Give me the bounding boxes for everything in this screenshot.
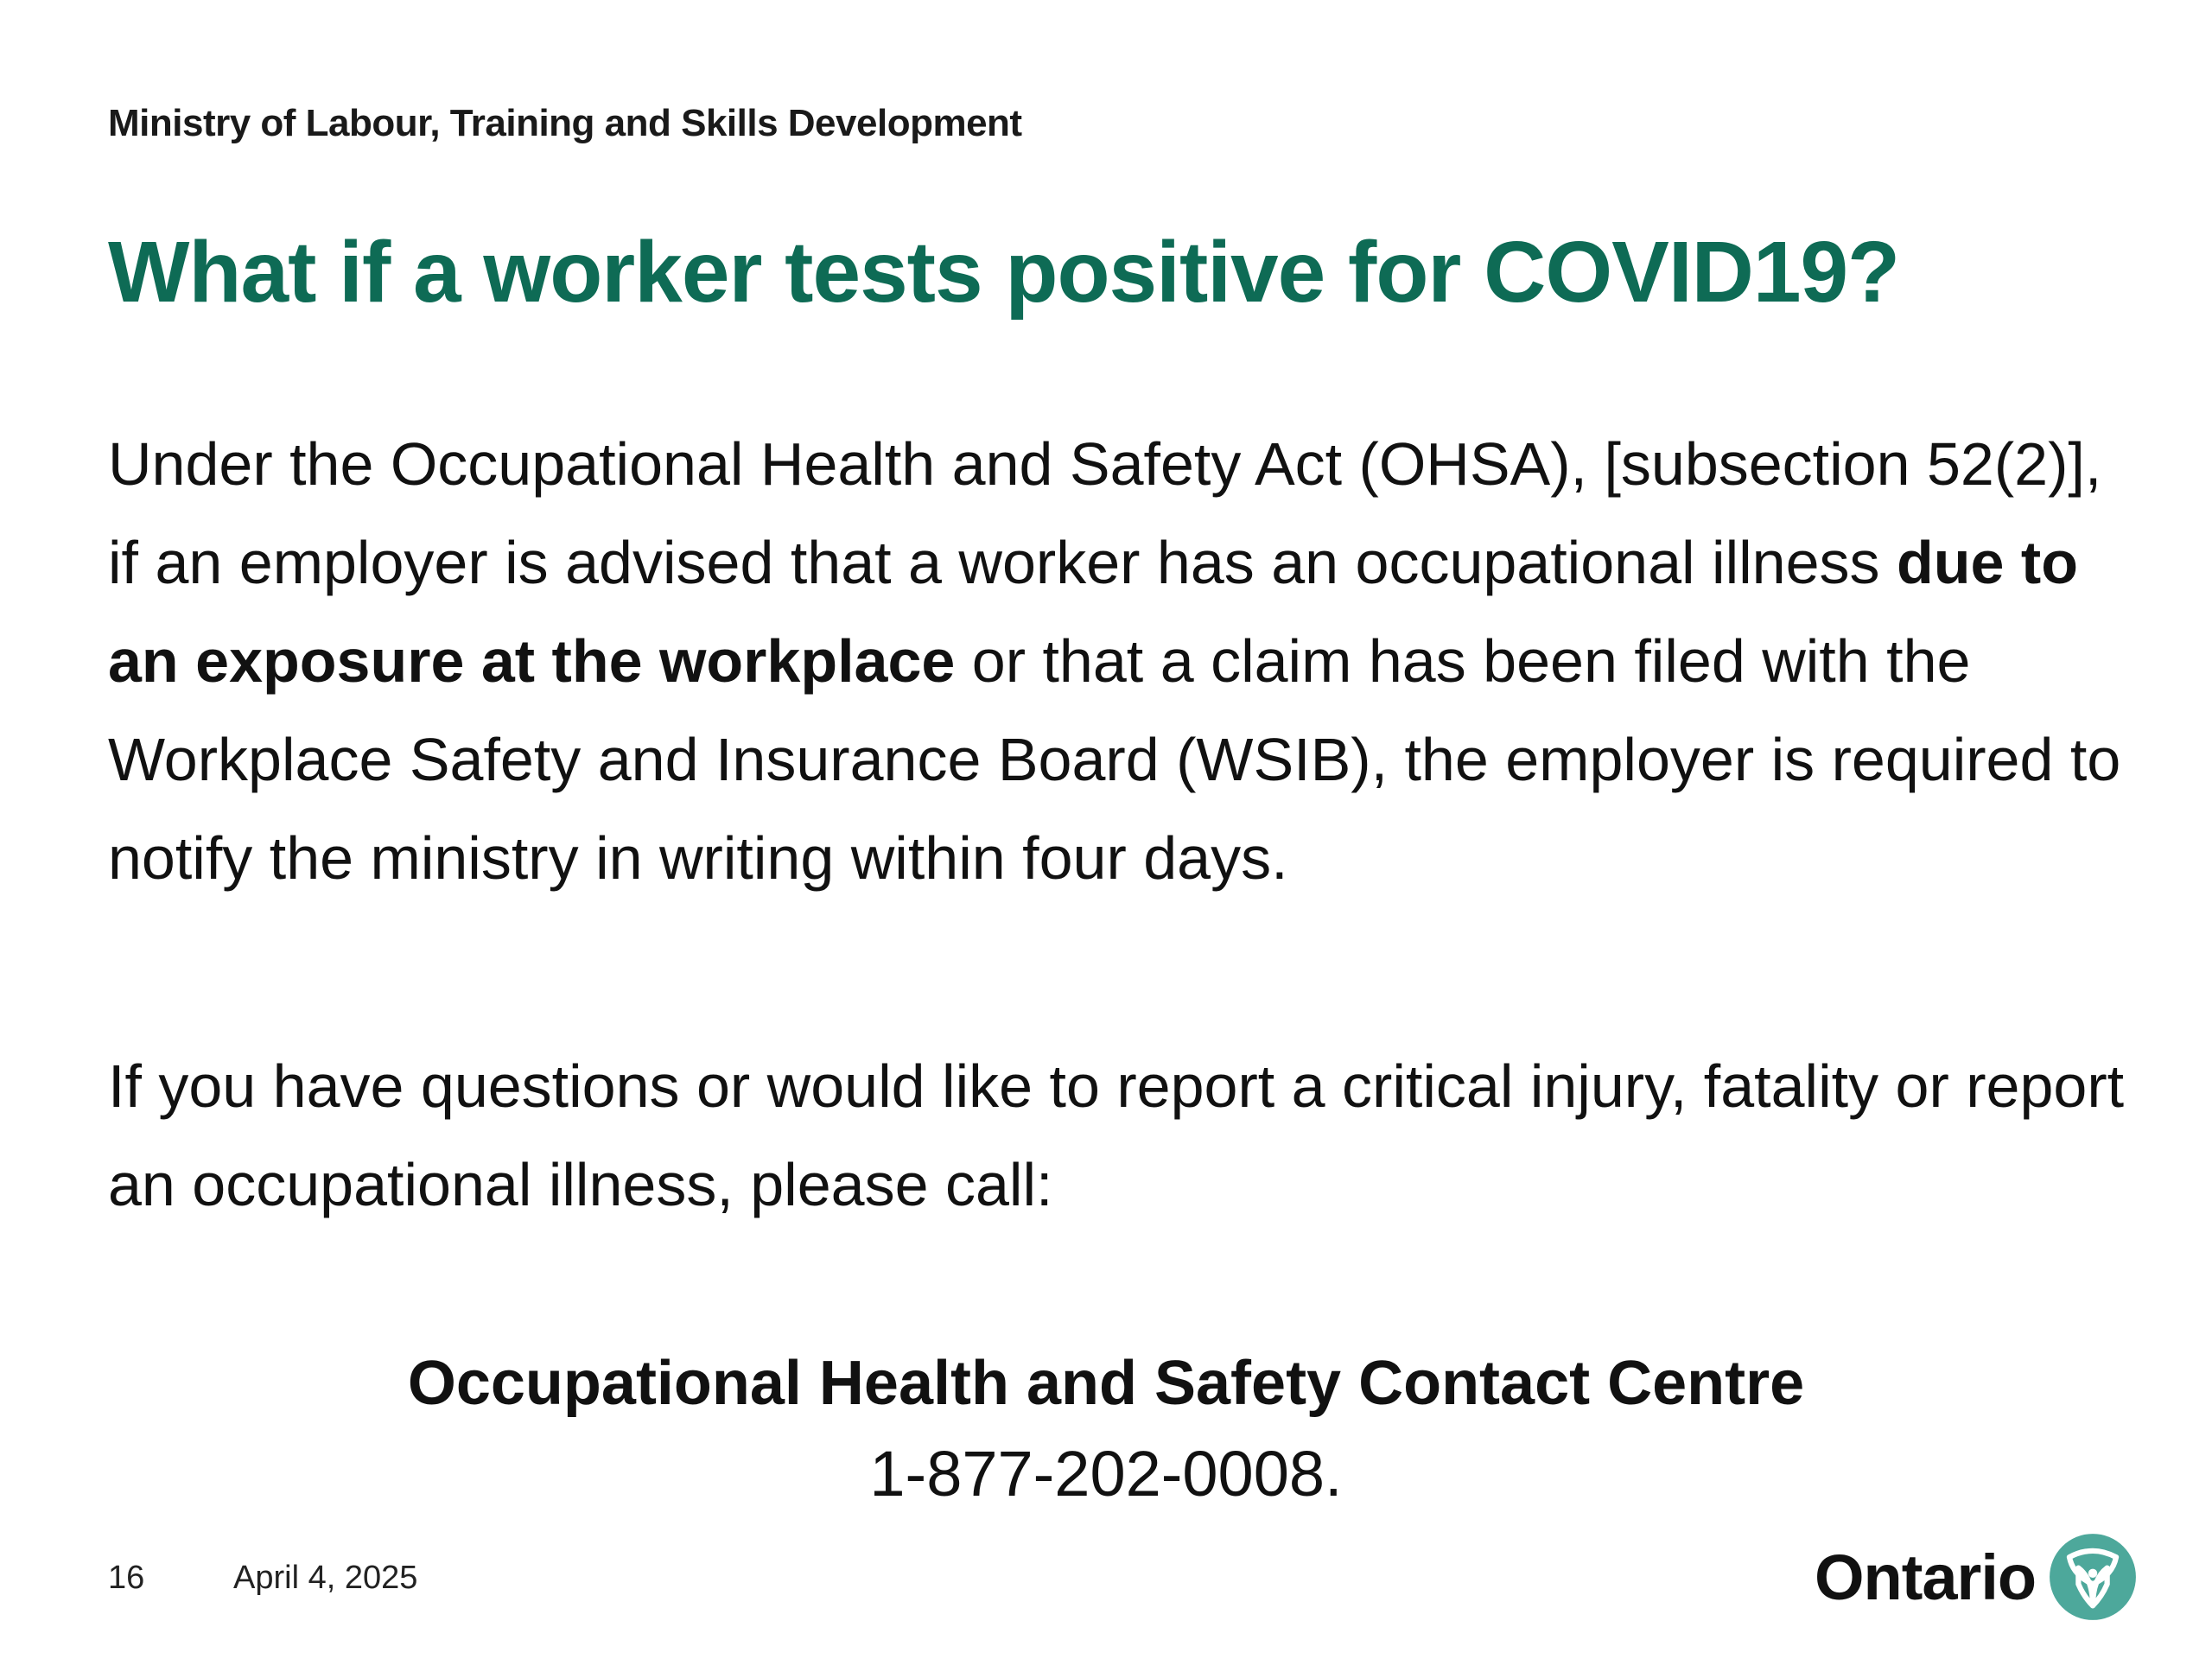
paragraph-obligation [108, 415, 2130, 907]
ontario-logo [1815, 1529, 2138, 1624]
logo-text: Ontario [1815, 1541, 2037, 1613]
slide-date: April 4, 2025 [233, 1560, 418, 1596]
ontario-trillium-icon [2048, 1532, 2138, 1622]
paragraph-text-end: or that a claim has been filed with the Workplace Safety and Insurance Board (WSIB), the employer is required to notify the ministry in writing within four days. [108, 627, 2121, 892]
paragraph-text-start: Under the Occupational Health and Safety Act (OHSA), [subsection 52(2)], if an employer is advised that a worker has an occupational illness [108, 430, 2102, 596]
page-number: 16 [108, 1560, 145, 1596]
trillium-center [2088, 1569, 2097, 1578]
slide-title: What if a worker tests positive for COVID19? [108, 224, 1900, 321]
paragraph-bold-text: due to an exposure at the workplace [108, 529, 2078, 695]
paragraph-contact-intro: If you have questions or would like to report a critical injury, fatality or report an occupational illness, please call: [108, 1052, 2125, 1218]
contact-phone-number: 1-877-202-0008. [869, 1438, 1343, 1510]
ministry-name: Ministry of Labour, Training and Skills Development [108, 102, 1022, 144]
contact-centre-name: Occupational Health and Safety Contact Centre [407, 1349, 1805, 1418]
